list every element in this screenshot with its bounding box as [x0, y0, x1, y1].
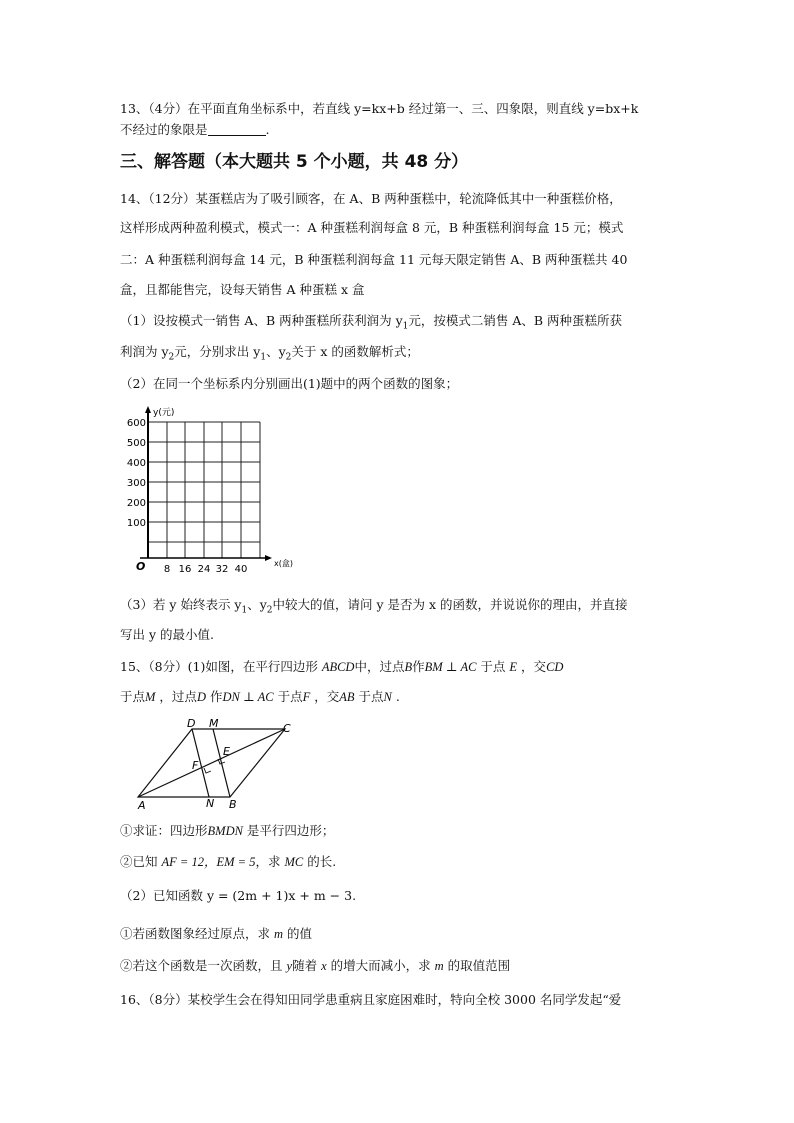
y-tick-label: 600 — [126, 418, 146, 429]
q15-text: ②若这个函数是一次函数，且 — [120, 958, 283, 973]
y-axis-arrow-icon — [145, 406, 151, 413]
parallelogram-figure — [130, 715, 300, 810]
q15-math: y — [286, 959, 293, 973]
q15-sub1 — [120, 821, 334, 839]
q14-line2: 这样形成两种盈利模式，模式一：A 种蛋糕利润每盒 8 元，B 种蛋糕利润每盒 15 元；模式 — [120, 220, 624, 235]
q15-text: 15、（8分）(1)如图，在平行四边形 — [120, 659, 318, 674]
figure-label-a: A — [138, 799, 146, 810]
q15-math: B — [404, 660, 413, 674]
q14-part1-line2 — [120, 342, 419, 363]
grid-lines — [148, 422, 260, 558]
q14-p1-sub1: 1 — [402, 321, 409, 332]
q15-sub4 — [120, 956, 510, 974]
q15-math: E — [509, 660, 518, 674]
q15-math: BM ⊥ AC — [424, 660, 477, 674]
q15-sub3 — [120, 924, 312, 942]
x-axis-arrow-icon — [265, 555, 272, 561]
figure-label-c: C — [283, 722, 291, 735]
origin-label: O — [136, 560, 146, 573]
y-axis-label: y(元) — [153, 408, 175, 418]
figure-label-n: N — [206, 797, 215, 810]
q15-math: m — [274, 927, 284, 941]
q14-p1c-sub2: 2 — [168, 352, 175, 363]
q15-part2 — [120, 886, 356, 904]
q14-p1c-text-d: 关于 x 的函数解析式； — [291, 344, 419, 359]
q14-line1: 14、（12分）某蛋糕店为了吸引顾客，在 A、B 两种蛋糕中，轮流降低其中一种蛋糕价格， — [120, 191, 622, 206]
q15-text: 作 — [209, 689, 223, 704]
x-tick-label: 8 — [163, 564, 171, 575]
q14-p1-text-b: 元，按模式二销售 A、B 两种蛋糕所获 — [408, 313, 623, 328]
q14-part1-line1 — [120, 311, 622, 332]
coordinate-grid — [115, 400, 305, 580]
diagonal-ac — [138, 729, 285, 797]
q15-text: . — [352, 888, 357, 903]
q14-p1c-text-c: 、y — [266, 344, 286, 359]
q15-math: x — [321, 959, 327, 973]
q15-math: F — [302, 690, 311, 704]
q15-text: 于点 — [277, 689, 303, 704]
q15-text: . — [395, 689, 400, 704]
q15-math: N — [383, 690, 392, 704]
section-heading: 三、解答题（本大题共 5 个小题，共 48 分） — [120, 152, 469, 172]
figure-label-d: D — [187, 717, 196, 730]
q15-line1 — [120, 657, 563, 675]
y-tick-label: 100 — [126, 518, 146, 529]
q15-text: 的值 — [287, 926, 313, 941]
q16-line1: 16、（8分）某校学生会在得知田同学患重病且家庭困难时，特向全校 3000 名同学发起“爱 — [120, 992, 622, 1007]
q15-text: 的增大而减小，求 — [330, 958, 431, 973]
q15-math: MC — [284, 855, 304, 869]
q15-math: y = (2m + 1)x + m − 3 — [206, 888, 353, 903]
figure-label-f: F — [192, 759, 199, 772]
q14-p1c-text-b: 元，分别求出 y — [174, 344, 261, 359]
figure-label-b: B — [229, 798, 237, 810]
q15-math: M — [145, 690, 156, 704]
q15-math: AF = 12，EM = 5 — [161, 855, 256, 869]
q14-p1c-sub3: 1 — [260, 352, 267, 363]
q15-text: 是平行四边形； — [246, 823, 335, 838]
q14-line3: 二：A 种蛋糕利润每盒 14 元，B 种蛋糕利润每盒 11 元每天限定销售 A、B 两种蛋糕共 40 — [120, 252, 628, 267]
x-tick-label: 40 — [234, 564, 248, 575]
q15-text: ①若函数图象经过原点，求 — [120, 926, 271, 941]
q14-line4: 盒，且都能售完，设每天销售 A 种蛋糕 x 盒 — [120, 282, 365, 297]
q13-line2-text: 不经过的象限是 — [120, 122, 208, 137]
q13-line2-end: . — [265, 122, 270, 137]
q15-math: AB — [339, 690, 355, 704]
q14-part3-line2: 写出 y 的最小值. — [120, 627, 214, 642]
right-angle-mark-f — [204, 768, 211, 773]
q13-line1: 13、（4分）在平面直角坐标系中，若直线 y=kx+b 经过第一、三、四象限，则直线 y=bx+k — [120, 101, 639, 116]
q15-text: ②已知 — [120, 854, 158, 869]
q15-text: ①求证：四边形 — [120, 823, 208, 838]
q15-sub2 — [120, 852, 336, 870]
q15-line2 — [120, 687, 400, 705]
q15-math: BMDN — [207, 824, 243, 838]
q15-text: 随着 — [292, 958, 318, 973]
q14-p1c-sub4: 2 — [285, 352, 292, 363]
q15-text: 于点 — [120, 689, 146, 704]
q14-part3-line1 — [120, 595, 628, 616]
y-tick-label: 200 — [126, 498, 146, 509]
q15-math: DN ⊥ AC — [222, 690, 274, 704]
q15-math: D — [196, 690, 206, 704]
q15-text: ，交 — [521, 659, 547, 674]
q15-text: 于点 — [358, 689, 384, 704]
q15-text: （2）已知函数 — [120, 888, 203, 903]
q15-text: ，交 — [314, 689, 340, 704]
q15-text: 中，过点 — [354, 659, 405, 674]
q15-math: CD — [546, 660, 564, 674]
q15-text: 的长. — [307, 854, 337, 869]
y-tick-label: 500 — [126, 438, 146, 449]
x-tick-label: 24 — [197, 564, 211, 575]
answer-blank — [208, 123, 266, 136]
q14-p3-sub1: 1 — [241, 605, 248, 616]
q15-text: 的取值范围 — [447, 958, 511, 973]
q13-line2 — [120, 120, 270, 138]
q15-text: 于点 — [480, 659, 506, 674]
x-tick-label: 16 — [178, 564, 192, 575]
q14-p1-text-a: （1）设按模式一销售 A、B 两种蛋糕所获利润为 y — [120, 313, 403, 328]
q14-p3-text-c: 中较大的值，请问 y 是否为 x 的函数，并说说你的理由，并直接 — [272, 597, 628, 612]
figure-label-m: M — [209, 717, 219, 730]
q14-part2: （2）在同一个坐标系内分别画出(1)题中的两个函数的图象； — [120, 376, 459, 391]
q14-p3-text-a: （3）若 y 始终表示 y — [120, 597, 242, 612]
q15-text: ，求 — [255, 854, 281, 869]
q15-text: ，过点 — [159, 689, 197, 704]
q15-math: ABCD — [321, 660, 355, 674]
q14-p3-text-b: 、y — [247, 597, 267, 612]
q14-p3-sub2: 2 — [266, 605, 273, 616]
q15-text: 作 — [412, 659, 425, 674]
x-axis-label: x(盒) — [274, 559, 293, 568]
q15-math: m — [434, 959, 444, 973]
y-tick-label: 300 — [126, 478, 146, 489]
figure-label-e: E — [223, 745, 230, 758]
x-tick-label: 32 — [215, 564, 229, 575]
q14-p1c-text-a: 利润为 y — [120, 344, 169, 359]
y-tick-label: 400 — [126, 458, 146, 469]
